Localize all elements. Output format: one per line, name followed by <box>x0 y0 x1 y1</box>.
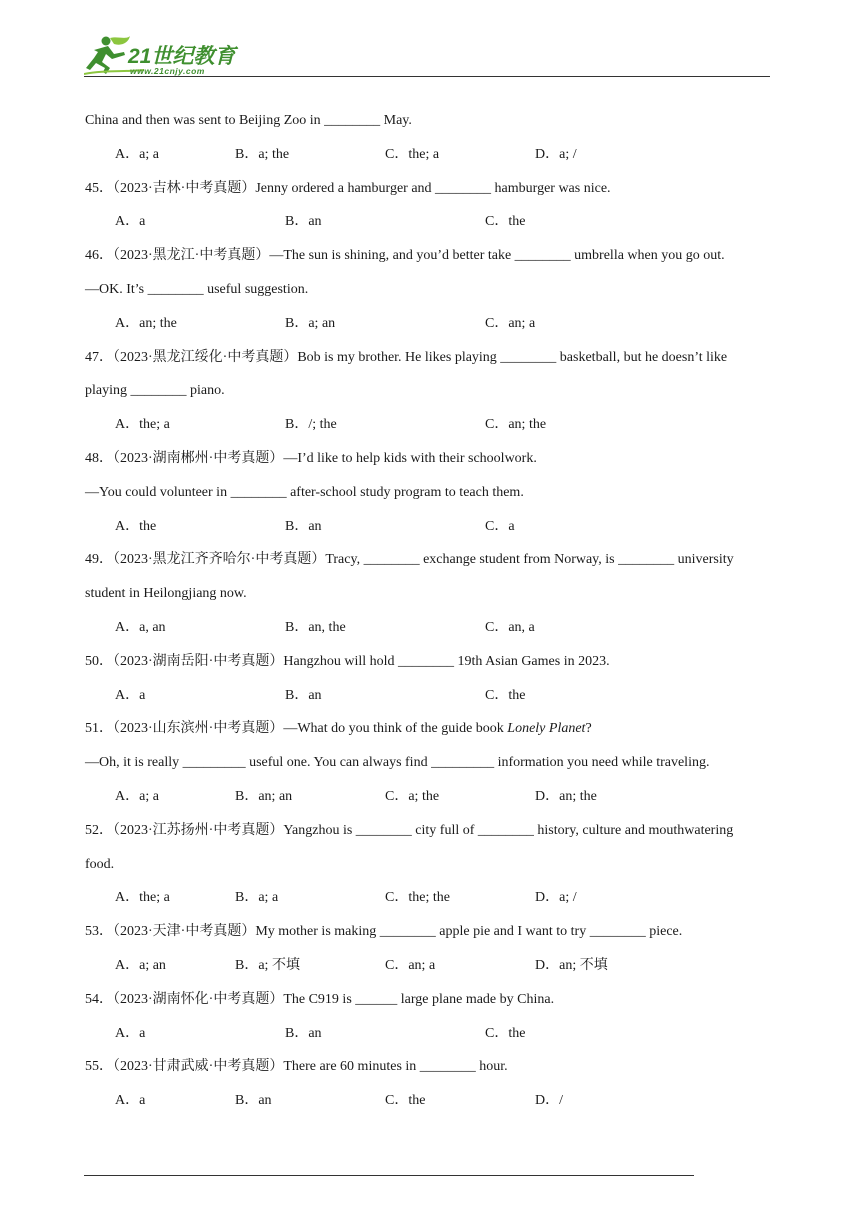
option-c: C．the <box>485 687 526 703</box>
option-b: B．an; an <box>235 788 293 804</box>
question-52-line-2: food. <box>85 856 115 872</box>
option-b: B．an <box>285 1025 322 1041</box>
footer-divider <box>84 1175 694 1176</box>
option-b: B．an <box>235 1093 272 1109</box>
option-c: C．an, a <box>485 619 535 635</box>
option-a: A．the; a <box>115 890 170 906</box>
option-a: A．a; an <box>115 957 166 973</box>
option-d: D．an; the <box>535 788 597 804</box>
option-c: C．the; a <box>385 146 440 162</box>
option-b: B．an <box>285 214 322 230</box>
question-52: 52．（2023·江苏扬州·中考真题）Yangzhou is ________ city full of ________ history, culture and mouthwatering <box>85 822 734 838</box>
option-d: D．a; / <box>535 146 577 162</box>
intro-options <box>85 144 777 178</box>
option-a: A．an; the <box>115 315 177 331</box>
question-55: 55．（2023·甘肃武威·中考真题）There are 60 minutes in ________ hour. <box>85 1059 508 1075</box>
option-c: C．the <box>485 214 526 230</box>
question-48-line-2: —You could volunteer in ________ after-school study program to teach them. <box>85 484 524 500</box>
intro-line: China and then was sent to Beijing Zoo in ________ May. <box>85 113 412 128</box>
option-c: C．the; the <box>385 890 450 906</box>
question-48: 48．（2023·湖南郴州·中考真题）—I’d like to help kids with their schoolwork. <box>85 450 537 466</box>
option-c: C．an; a <box>385 957 436 973</box>
question-50: 50．（2023·湖南岳阳·中考真题）Hangzhou will hold ________ 19th Asian Games in 2023. <box>85 653 610 669</box>
option-c: C．the <box>385 1093 426 1109</box>
option-b: B．an, the <box>285 619 346 635</box>
option-c: C．a <box>485 518 515 534</box>
header-divider <box>84 76 770 77</box>
question-49-line-2: student in Heilongjiang now. <box>85 586 247 602</box>
option-a: A．a; a <box>115 788 159 804</box>
option-b: B．a; an <box>285 315 336 331</box>
option-c: C．an; the <box>485 417 547 433</box>
option-d: D．/ <box>535 1093 563 1109</box>
options-54 <box>85 1023 777 1057</box>
option-a: A．the <box>115 518 157 534</box>
options-50 <box>85 685 777 719</box>
option-d: D．a; / <box>535 890 577 906</box>
question-54: 54．（2023·湖南怀化·中考真题）The C919 is ______ large plane made by China. <box>85 991 555 1007</box>
options-45 <box>85 211 777 245</box>
question-46-line-2: —OK. It’s ________ useful suggestion. <box>85 281 309 297</box>
question-47-line-2: playing ________ piano. <box>85 383 225 399</box>
option-b: B．/; the <box>285 417 337 433</box>
option-b: B．an <box>285 518 322 534</box>
question-47: 47．（2023·黑龙江绥化·中考真题）Bob is my brother. He likes playing ________ basketball, but he doesn’t like <box>85 349 728 365</box>
options-53 <box>85 955 777 989</box>
option-c: C．a; the <box>385 788 440 804</box>
question-list <box>85 110 777 1124</box>
option-a: A．a <box>115 687 146 703</box>
page-header <box>0 0 860 80</box>
option-a: A．a <box>115 1025 146 1041</box>
question-46: 46．（2023·黑龙江·中考真题）—The sun is shining, and you’d better take ________ umbrella when you go out. <box>85 248 725 264</box>
options-55 <box>85 1090 777 1124</box>
option-a: A．a; a <box>115 146 159 162</box>
question-51-line-2: —Oh, it is really _________ useful one. You can always find _________ information you need while traveling. <box>85 755 710 771</box>
option-a: A．a, an <box>115 619 166 635</box>
logo-text: 21世纪教育 <box>128 45 236 68</box>
option-c: C．the <box>485 1025 526 1041</box>
options-47 <box>85 414 777 448</box>
options-51 <box>85 786 777 820</box>
question-51: 51．（2023·山东滨州·中考真题）—What do you think of the guide book Lonely Planet? <box>85 721 592 737</box>
logo-url: www.21cnjy.com <box>130 66 205 76</box>
question-45: 45．（2023·吉林·中考真题）Jenny ordered a hamburger and ________ hamburger was nice. <box>85 180 611 196</box>
question-53: 53．（2023·天津·中考真题）My mother is making ________ apple pie and I want to try ________ piece. <box>85 924 683 940</box>
option-a: A．a <box>115 1093 146 1109</box>
option-c: C．an; a <box>485 315 536 331</box>
option-b: B．a; 不填 <box>235 957 300 973</box>
book-title: Lonely Planet <box>507 721 586 737</box>
options-48 <box>85 516 777 550</box>
question-49: 49．（2023·黑龙江齐齐哈尔·中考真题）Tracy, ________ exchange student from Norway, is ________ university <box>85 552 734 568</box>
option-a: A．a <box>115 214 146 230</box>
option-d: D．an; 不填 <box>535 957 608 973</box>
option-b: B．a; a <box>235 890 279 906</box>
option-a: A．the; a <box>115 417 170 433</box>
options-46 <box>85 313 777 347</box>
options-52 <box>85 887 777 921</box>
option-b: B．a; the <box>235 146 290 162</box>
options-49 <box>85 617 777 651</box>
option-b: B．an <box>285 687 322 703</box>
